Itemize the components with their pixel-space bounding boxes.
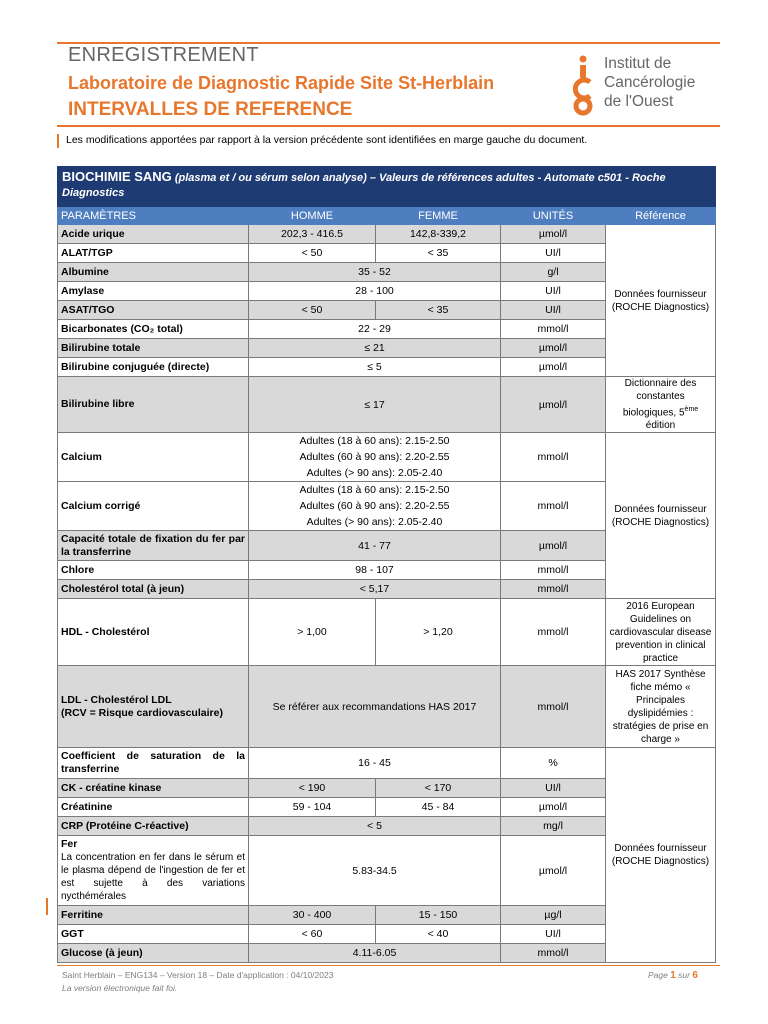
unit-cell: mg/l	[501, 817, 606, 836]
table-row	[58, 225, 716, 244]
banner-cell	[58, 167, 716, 207]
reference-cell-dictionnaire	[606, 377, 716, 433]
homme-cell: > 1,00	[249, 599, 376, 666]
param-name: Fer	[61, 838, 78, 851]
header-bottom-rule	[57, 125, 720, 127]
value-cell: 5.83-34.5	[249, 836, 501, 906]
param-cell: GGT	[58, 925, 249, 944]
param-cell	[58, 836, 249, 906]
reference-cell: 2016 European Guidelines on cardiovascular disease prevention in clinical practice	[606, 599, 716, 666]
modification-note: Les modifications apportées par rapport à la version précédente sont identifiées en marge gauche du document.	[66, 134, 588, 146]
margin-mark	[57, 134, 59, 148]
table-row	[58, 433, 716, 482]
value-line: Adultes (> 90 ans): 2.05-2.40	[306, 516, 443, 529]
reference-cell: Données fournisseur (ROCHE Diagnostics)	[606, 748, 716, 963]
unit-cell: mmol/l	[501, 599, 606, 666]
table-row	[58, 666, 716, 748]
page-title: INTERVALLES DE REFERENCE	[68, 99, 353, 120]
reference-text: Dictionnaire des constantes biologiques, 5	[622, 378, 697, 419]
param-cell: Glucose (à jeun)	[58, 944, 249, 963]
homme-cell: < 60	[249, 925, 376, 944]
param-cell: Créatinine	[58, 798, 249, 817]
param-cell: Cholestérol total (à jeun)	[58, 580, 249, 599]
footer-electronic-note: La version électronique fait foi.	[62, 983, 178, 993]
param-cell: Acide urique	[58, 225, 249, 244]
reference-cell: Données fournisseur (ROCHE Diagnostics)	[606, 225, 716, 377]
value-cell	[249, 433, 501, 482]
param-cell: Albumine	[58, 263, 249, 282]
param-cell: Bilirubine totale	[58, 339, 249, 358]
homme-cell: 59 - 104	[249, 798, 376, 817]
col-parametres: PARAMÈTRES	[58, 207, 249, 225]
value-cell: < 5	[249, 817, 501, 836]
femme-cell: < 40	[376, 925, 501, 944]
param-line: LDL - Cholestérol LDL	[61, 693, 172, 706]
homme-cell: 202,3 - 416.5	[249, 225, 376, 244]
page-separator: sur	[678, 970, 690, 980]
param-cell: Bilirubine libre	[58, 377, 249, 433]
unit-cell: UI/l	[501, 779, 606, 798]
value-cell	[249, 482, 501, 531]
homme-cell: 30 - 400	[249, 906, 376, 925]
param-cell: Calcium corrigé	[58, 482, 249, 531]
femme-cell: 15 - 150	[376, 906, 501, 925]
page-total: 6	[692, 970, 698, 981]
value-line: Adultes (18 à 60 ans): 2.15-2.50	[299, 484, 450, 497]
param-cell: Capacité totale de fixation du fer par la transferrine	[58, 531, 249, 561]
param-cell: CRP (Protéine C-réactive)	[58, 817, 249, 836]
param-cell: Bilirubine conjuguée (directe)	[58, 358, 249, 377]
unit-cell: mmol/l	[501, 433, 606, 482]
value-cell: 16 - 45	[249, 748, 501, 779]
page-label: Page	[648, 970, 668, 980]
logo-line-3: de l'Ouest	[604, 93, 674, 110]
laboratory-name: Laboratoire de Diagnostic Rapide Site St-Herblain	[68, 73, 495, 93]
param-cell: Calcium	[58, 433, 249, 482]
femme-cell: < 170	[376, 779, 501, 798]
table-banner	[58, 167, 716, 207]
value-cell: 4.11-6.05	[249, 944, 501, 963]
unit-cell: µmol/l	[501, 358, 606, 377]
unit-cell: g/l	[501, 263, 606, 282]
table-row	[58, 377, 716, 433]
param-line: (RCV = Risque cardiovasculaire)	[61, 706, 223, 719]
unit-cell: µmol/l	[501, 531, 606, 561]
unit-cell: UI/l	[501, 301, 606, 320]
value-cell: 41 - 77	[249, 531, 501, 561]
col-unites: UNITÉS	[501, 207, 606, 225]
unit-cell: mmol/l	[501, 666, 606, 748]
unit-cell: UI/l	[501, 244, 606, 263]
logo-line-2: Cancérologie	[604, 74, 696, 91]
param-cell: ASAT/TGO	[58, 301, 249, 320]
femme-cell: < 35	[376, 244, 501, 263]
unit-cell: mmol/l	[501, 320, 606, 339]
unit-cell: UI/l	[501, 282, 606, 301]
value-cell: 22 - 29	[249, 320, 501, 339]
document-type: ENREGISTREMENT	[68, 44, 259, 66]
unit-cell: mmol/l	[501, 580, 606, 599]
reference-superscript: ème	[684, 406, 699, 413]
unit-cell: %	[501, 748, 606, 779]
unit-cell: mmol/l	[501, 482, 606, 531]
femme-cell: > 1,20	[376, 599, 501, 666]
ico-logo	[568, 54, 718, 118]
col-homme: HOMME	[249, 207, 376, 225]
column-header-row	[58, 207, 716, 225]
banner-subtitle: (plasma et / ou sérum selon analyse) – Valeurs de références adultes - Automate c501 - Roche Diagnostics	[62, 172, 666, 199]
value-cell: 98 - 107	[249, 561, 501, 580]
unit-cell: µmol/l	[501, 225, 606, 244]
value-line: Adultes (60 à 90 ans): 2.20-2.55	[299, 451, 450, 464]
reference-cell: Données fournisseur (ROCHE Diagnostics)	[606, 433, 716, 599]
femme-cell: 45 - 84	[376, 798, 501, 817]
reference-table	[57, 166, 716, 963]
param-cell	[58, 666, 249, 748]
banner-title: BIOCHIMIE SANG	[62, 169, 172, 184]
param-note: La concentration en fer dans le sérum et le plasma dépend de l'ingestion de fer et est sujette à des variations nycthémérales	[61, 852, 245, 903]
femme-cell: < 35	[376, 301, 501, 320]
param-cell: Chlore	[58, 561, 249, 580]
value-cell: Se référer aux recommandations HAS 2017	[249, 666, 501, 748]
homme-cell: < 50	[249, 301, 376, 320]
unit-cell: µmol/l	[501, 377, 606, 433]
unit-cell: mmol/l	[501, 561, 606, 580]
page-number: 1	[670, 970, 676, 981]
femme-cell: 142,8-339,2	[376, 225, 501, 244]
footer-rule	[57, 965, 720, 966]
value-cell: ≤ 17	[249, 377, 501, 433]
col-reference: Référence	[606, 207, 716, 225]
param-cell: Ferritine	[58, 906, 249, 925]
table-row	[58, 748, 716, 779]
unit-cell: mmol/l	[501, 944, 606, 963]
value-cell: 28 - 100	[249, 282, 501, 301]
reference-cell: HAS 2017 Synthèse fiche mémo « Principales dyslipidémies : stratégies de prise en charge »	[606, 666, 716, 748]
table-row	[58, 599, 716, 666]
value-cell: ≤ 5	[249, 358, 501, 377]
page-indicator	[648, 970, 698, 981]
unit-cell: µmol/l	[501, 836, 606, 906]
homme-cell: < 50	[249, 244, 376, 263]
value-line: Adultes (> 90 ans): 2.05-2.40	[306, 467, 443, 480]
homme-cell: < 190	[249, 779, 376, 798]
unit-cell: UI/l	[501, 925, 606, 944]
param-cell: HDL - Cholestérol	[58, 599, 249, 666]
unit-cell: µmol/l	[501, 798, 606, 817]
logo-text	[604, 54, 695, 111]
unit-cell: µmol/l	[501, 339, 606, 358]
param-cell: Coefficient de saturation de la transferrine	[58, 748, 249, 779]
value-cell: < 5,17	[249, 580, 501, 599]
value-line: Adultes (60 à 90 ans): 2.20-2.55	[299, 500, 450, 513]
logo-line-1: Institut de	[604, 55, 672, 72]
ico-logo-icon	[568, 54, 598, 116]
value-line: Adultes (18 à 60 ans): 2.15-2.50	[299, 435, 450, 448]
param-cell: Amylase	[58, 282, 249, 301]
param-cell: Bicarbonates (CO₂ total)	[58, 320, 249, 339]
modification-margin-mark	[46, 898, 48, 915]
unit-cell: µg/l	[501, 906, 606, 925]
reference-text-end: édition	[645, 420, 676, 432]
value-cell: 35 - 52	[249, 263, 501, 282]
param-cell: ALAT/TGP	[58, 244, 249, 263]
col-femme: FEMME	[376, 207, 501, 225]
param-cell: CK - créatine kinase	[58, 779, 249, 798]
value-cell: ≤ 21	[249, 339, 501, 358]
footer-document-info: Saint Herblain – ENG134 – Version 18 – Date d'application : 04/10/2023	[62, 970, 334, 980]
